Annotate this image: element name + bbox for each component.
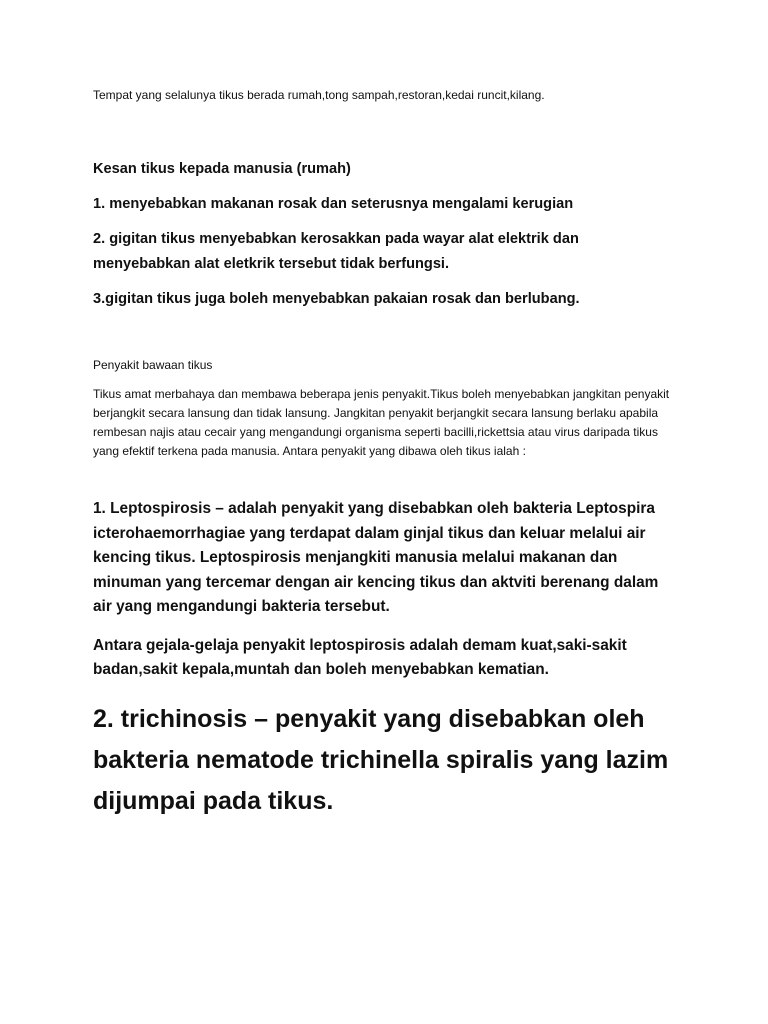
gejala-paragraph: Antara gejala-gelaja penyakit leptospirosis adalah demam kuat,saki-sakit badan,sakit kepala,muntah dan boleh menyebabkan kematian. [93,636,627,678]
penyakit-description: Tikus amat merbahaya dan membawa beberapa jenis penyakit.Tikus boleh menyebabkan jangkitan penyakit berjangkit secara lansung dan tidak lansung. Jangkitan penyakit berjangkit secara lansung berlaku apabila rembesan najis atau cecair yang mengandungi organisma seperti bacilli,rickettsia atau virus daripada tikus yang efektif terkena pada manusia. Antara penyakit yang dibawa oleh tikus ialah : [93,387,670,458]
kesan-item-3: 3.gigitan tikus juga boleh menyebabkan pakaian rosak dan berlubang. [93,291,580,307]
penyakit-title: Penyakit bawaan tikus [93,358,213,372]
trichinosis-paragraph: 2. trichinosis – penyakit yang disebabkan oleh bakteria nematode trichinella spiralis yang lazim dijumpai pada tikus. [93,704,669,815]
kesan-item-2: 2. gigitan tikus menyebabkan kerosakkan pada wayar alat elektrik dan menyebabkan alat eletkrik tersebut tidak berfungsi. [93,231,579,272]
kesan-heading: Kesan tikus kepada manusia (rumah) [93,161,351,177]
intro-paragraph: Tempat yang selalunya tikus berada rumah,tong sampah,restoran,kedai runcit,kilang. [93,88,545,102]
leptospirosis-paragraph: 1. Leptospirosis – adalah penyakit yang disebabkan oleh bakteria Leptospira icterohaemorrhagiae yang terdapat dalam ginjal tikus dan keluar melalui air kencing tikus. Leptospirosis menjangkiti manusia melalui makanan dan minuman yang tercemar dengan air kencing tikus dan aktviti berenang dalam air yang mengandungi bakteria tersebut. [93,500,659,615]
kesan-item-1: 1. menyebabkan makanan rosak dan seterusnya mengalami kerugian [93,196,574,212]
